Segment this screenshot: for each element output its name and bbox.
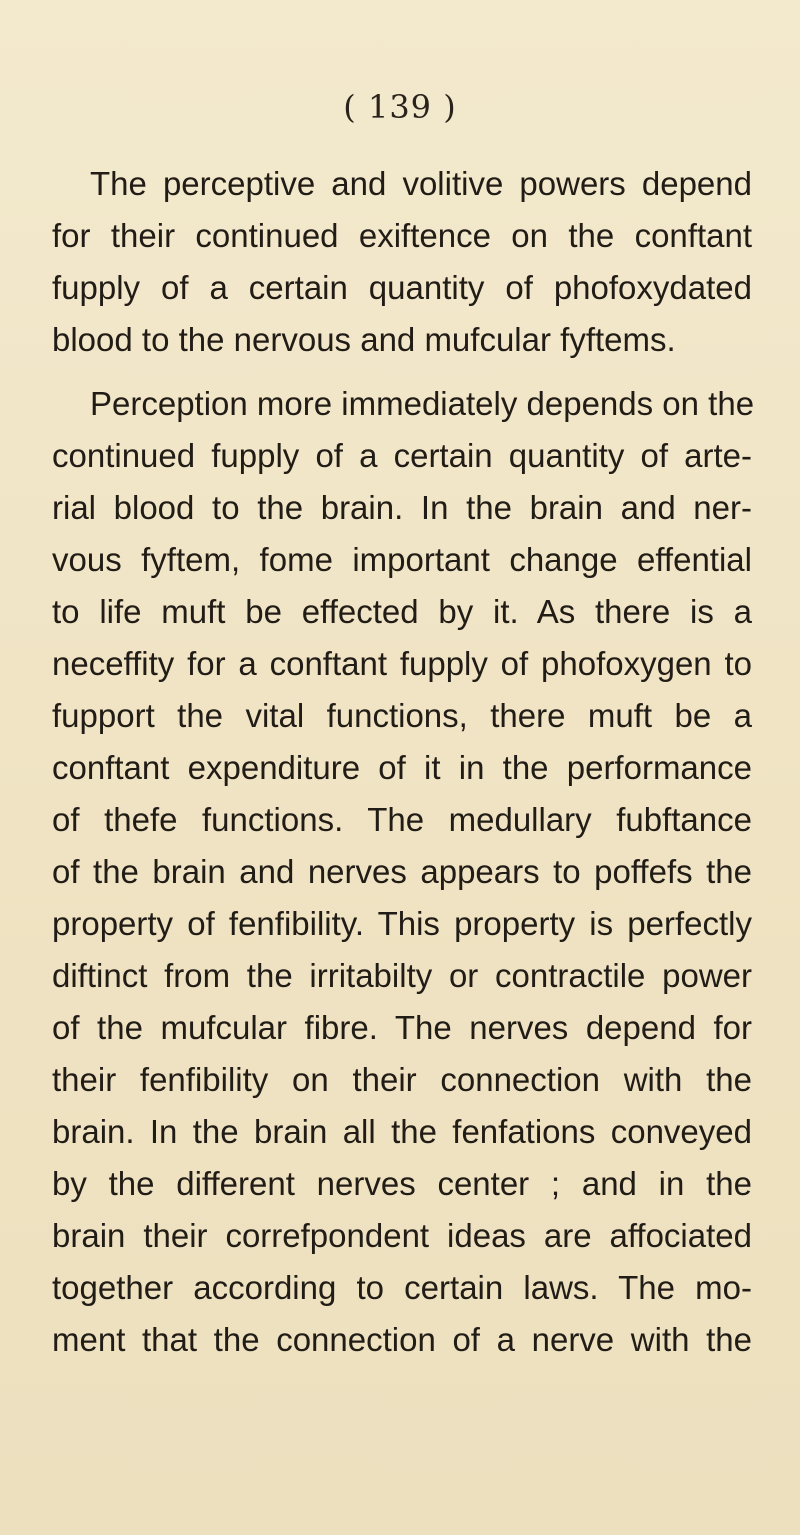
text-line: their fenfibility on their connection with the <box>52 1061 752 1098</box>
text-line: fupply of a certain quantity of phofoxydated <box>52 269 752 306</box>
text-line: brain. In the brain all the fenfations conveyed <box>52 1113 752 1150</box>
text-line: diftinct from the irritabilty or contractile power <box>52 957 752 994</box>
paragraph-perception <box>52 378 755 1366</box>
text-line: Perception more immediately depends on the <box>90 385 755 422</box>
text-line: neceffity for a conftant fupply of phofoxygen to <box>52 645 752 682</box>
text-line: brain their correfpondent ideas are affociated <box>52 1217 752 1254</box>
paragraph-perceptive-powers <box>52 158 752 366</box>
text-line: continued fupply of a certain quantity of arte- <box>52 437 752 474</box>
text-line: The perceptive and volitive powers depend <box>90 165 752 202</box>
text-line: fupport the vital functions, there muft be a <box>52 697 752 734</box>
text-line: ment that the connection of a nerve with the <box>52 1321 752 1358</box>
text-line: to life muft be effected by it. As there is a <box>52 593 752 630</box>
text-line: rial blood to the brain. In the brain and ner- <box>52 489 752 526</box>
text-line: blood to the nervous and mufcular fyftems. <box>52 321 676 358</box>
text-line: of thefe functions. The medullary fubftance <box>52 801 752 838</box>
text-line: together according to certain laws. The mo- <box>52 1269 752 1306</box>
text-line: vous fyftem, fome important change effential <box>52 541 752 578</box>
text-line: of the mufcular fibre. The nerves depend for <box>52 1009 752 1046</box>
page-number: ( 139 ) <box>343 88 457 126</box>
text-line: property of fenfibility. This property is perfectly <box>52 905 752 942</box>
text-line: conftant expenditure of it in the performance <box>52 749 752 786</box>
text-line: by the different nerves center ; and in the <box>52 1165 752 1202</box>
text-line: for their continued exiftence on the conftant <box>52 217 752 254</box>
text-line: of the brain and nerves appears to poffefs the <box>52 853 752 890</box>
